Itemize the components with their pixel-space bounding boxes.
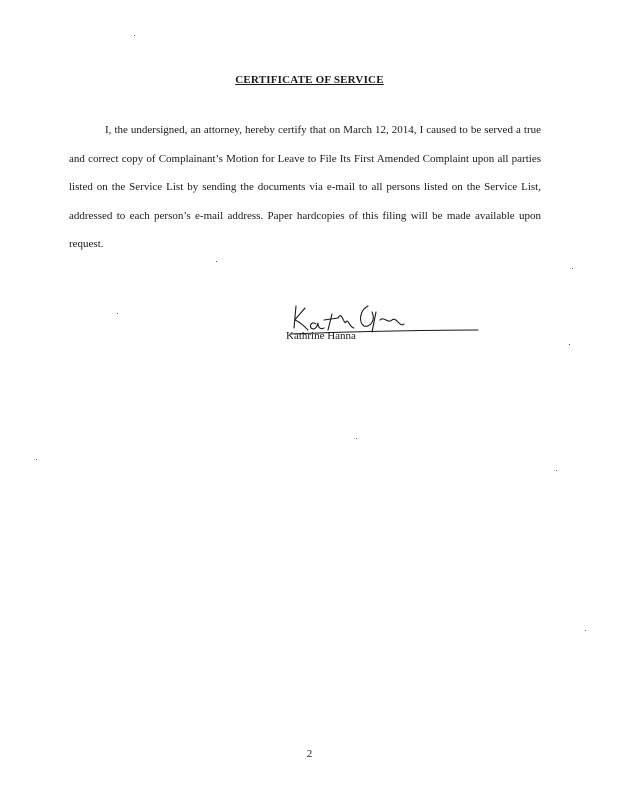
scan-speck (216, 261, 217, 262)
scan-speck (556, 470, 557, 471)
scan-speck (117, 313, 118, 314)
certificate-paragraph: I, the undersigned, an attorney, hereby certify that on March 12, 2014, I caused to be served a true and correct copy of Complainant’s Motion for Leave to File Its First Amended Complaint upon all parties listed on the Service List by sending the documents via e-mail to all persons listed on the Service List, addressed to each person’s e-mail address. Paper hardcopies of this filing will be made available upon request. (69, 124, 541, 250)
signer-name: Kathrine Hanna (286, 330, 356, 342)
scan-speck (572, 268, 573, 269)
scan-speck (585, 630, 586, 631)
page-title: CERTIFICATE OF SERVICE (235, 74, 384, 86)
scan-speck (36, 459, 37, 460)
scan-speck (134, 35, 135, 36)
page-number: 2 (306, 748, 313, 760)
scan-speck (356, 438, 357, 439)
scan-speck (569, 344, 570, 345)
